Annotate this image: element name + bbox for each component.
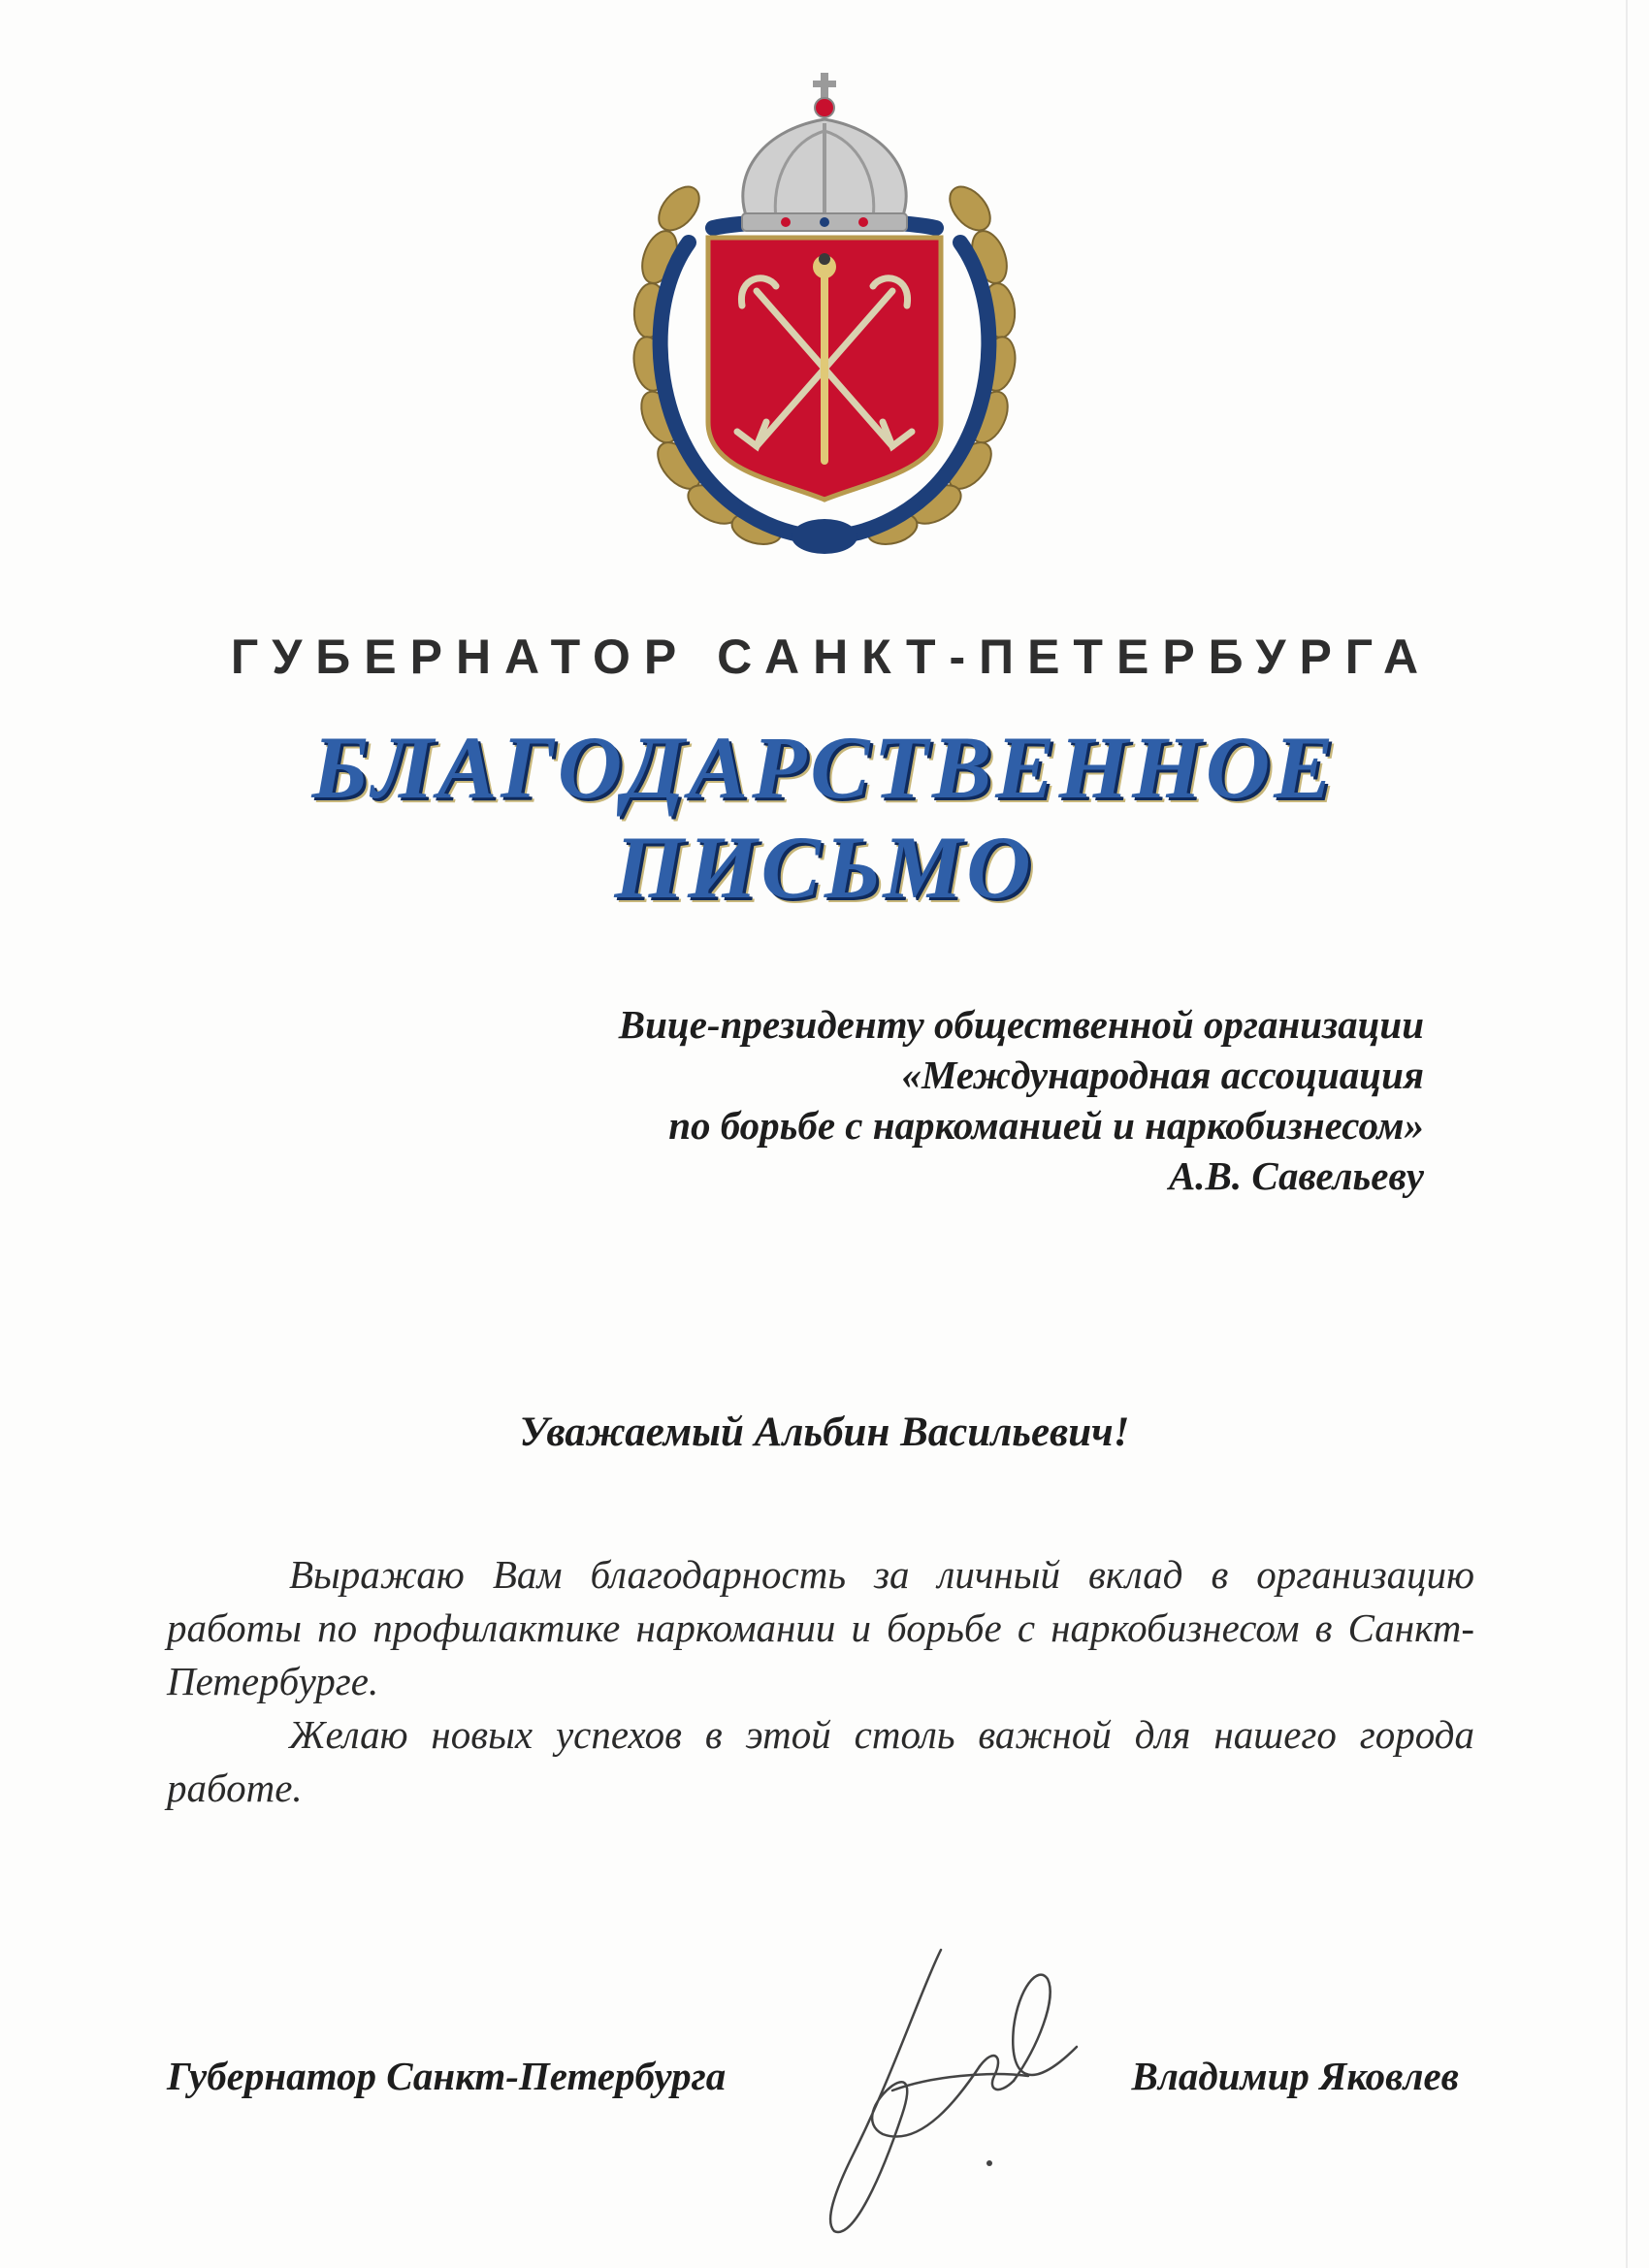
addressee-line: по борьбе с наркоманией и наркобизнесом» — [668, 1103, 1424, 1148]
signature-icon — [795, 1930, 1116, 2251]
signatory-role: Губернатор Санкт-Петербурга — [167, 2054, 727, 2098]
salutation: Уважаемый Альбин Васильевич! — [519, 1409, 1130, 1455]
addressee-block — [454, 999, 1424, 1201]
addressee-line: Вице-президенту общественной организации — [618, 1002, 1424, 1047]
issuer-heading: ГУБЕРНАТОР САНКТ-ПЕТЕРБУРГА — [230, 630, 1433, 684]
addressee-name: А.В. Савельеву — [1168, 1153, 1424, 1198]
body-paragraph: Желаю новых успехов в этой столь важной для нашего города работе. — [167, 1712, 1474, 1810]
scan-edge-line — [1626, 0, 1628, 2268]
signatory-name: Владимир Яковлев — [1131, 2054, 1459, 2098]
coat-of-arms-icon — [621, 73, 1028, 577]
body-paragraph: Выражаю Вам благодарность за личный вклад в организацию работы по профилактике наркомании и борьбе с наркобизнесом в Санкт-Петербурге. — [167, 1552, 1474, 1703]
document-title-line2: ПИСЬМО — [614, 818, 1035, 917]
addressee-line: «Международная ассоциация — [901, 1053, 1424, 1097]
letter-body — [167, 1548, 1474, 1815]
document-title-line1: БЛАГОДАРСТВЕННОЕ — [311, 718, 1338, 817]
